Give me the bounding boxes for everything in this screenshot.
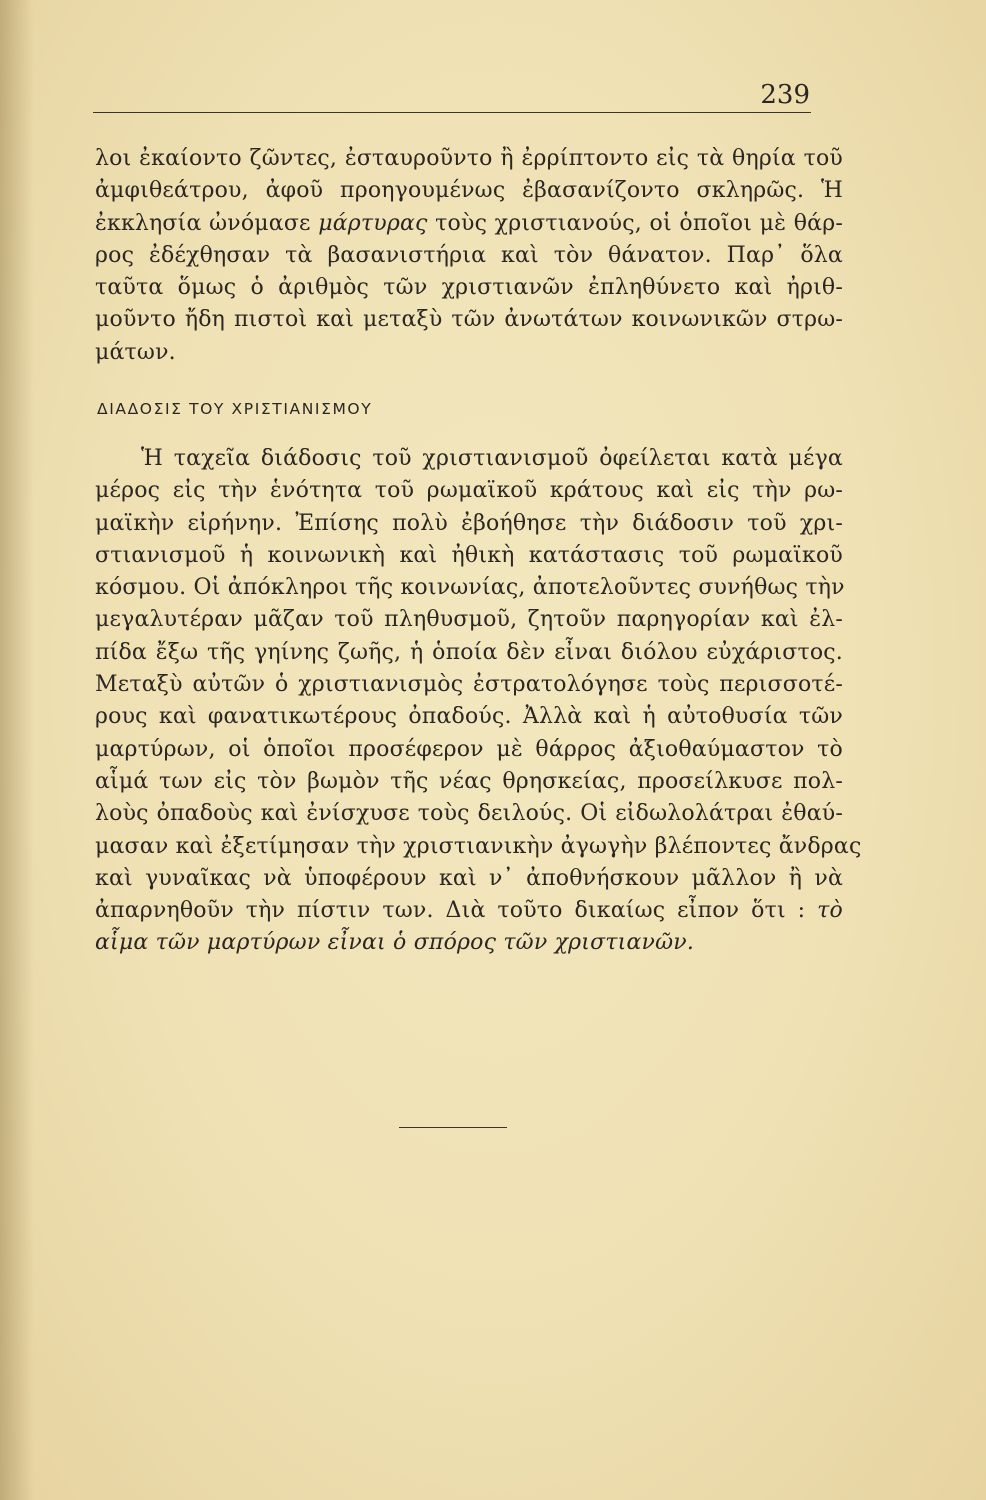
text-line: λοὺς ὀπαδοὺς καὶ ἐνίσχυσε τοὺς δειλούς. Οἱ εἰδωλολάτραι ἐθαύ- (95, 801, 843, 827)
text-line: στιανισμοῦ ἡ κοινωνικὴ καὶ ἠθικὴ κατάστασις τοῦ ρωμαϊκοῦ (95, 542, 843, 568)
text-run: τοὺς χριστιανούς, οἱ ὁποῖοι μὲ θάρ- (427, 210, 843, 236)
italic-quote-line: αἷμα τῶν μαρτύρων εἶναι ὁ σπόρος τῶν χριστιανῶν. (95, 930, 695, 956)
text-run: ἀπαρνηθοῦν τὴν πίστιν των. Διὰ τοῦτο δικαίως εἶπον ὅτι : (95, 898, 818, 924)
text-line: ταῦτα ὅμως ὁ ἀριθμὸς τῶν χριστιανῶν ἐπληθύνετο καὶ ἠριθ- (95, 275, 843, 301)
header-rule (93, 112, 811, 113)
text-line: κόσμου. Οἱ ἀπόκληροι τῆς κοινωνίας, ἀποτελοῦντες συνήθως τὴν (95, 575, 845, 601)
italic-term-martyras: μάρτυρας (318, 210, 428, 236)
text-line: καὶ γυναῖκας νὰ ὑποφέρουν καὶ ν᾿ ἀποθνήσκουν μᾶλλον ἢ νὰ (95, 865, 843, 891)
text-line: λοι ἐκαίοντο ζῶντες, ἐσταυροῦντο ἢ ἐρρίπτοντο εἰς τὰ θηρία τοῦ (95, 146, 843, 171)
text-line: πίδα ἔξω τῆς γηίνης ζωῆς, ἡ ὁποία δὲν εἶναι διόλου εὐχάριστος. (95, 639, 843, 665)
text-line: μάτων. (95, 339, 176, 365)
text-line: μέρος εἰς τὴν ἑνότητα τοῦ ρωμαϊκοῦ κράτους καὶ εἰς τὴν ρω- (95, 478, 843, 504)
section-heading: ΔΙΑΔΟΣΙΣ ΤΟΥ ΧΡΙΣΤΙΑΝΙΣΜΟΥ (97, 400, 373, 418)
text-line: μαρτύρων, οἱ ὁποῖοι προσέφερον μὲ θάρρος ἀξιοθαύμαστον τὸ (95, 736, 843, 762)
text-line: μοῦντο ἤδη πιστοὶ καὶ μεταξὺ τῶν ἀνωτάτων κοινωνικῶν στρω- (95, 307, 843, 333)
text-run: ἐκκλησία ὠνόμασε (95, 210, 319, 236)
text-line: αἷμά των εἰς τὸν βωμὸν τῆς νέας θρησκείας, προσείλκυσε πολ- (95, 768, 843, 794)
text-line: Ἡ ταχεῖα διάδοσις τοῦ χριστιανισμοῦ ὀφείλεται κατὰ μέγα (141, 446, 843, 471)
text-line: μεγαλυτέραν μᾶζαν τοῦ πληθυσμοῦ, ζητοῦν παρηγορίαν καὶ ἐλ- (95, 607, 843, 633)
text-line (95, 895, 843, 927)
closing-rule (399, 1127, 507, 1128)
text-line: ρος ἐδέχθησαν τὰ βασανιστήρια καὶ τὸν θάνατον. Παρ᾿ ὅλα (95, 242, 843, 268)
paragraph-2 (95, 443, 862, 960)
text-line: Μεταξὺ αὐτῶν ὁ χριστιανισμὸς ἐστρατολόγησε τοὺς περισσοτέ- (95, 672, 843, 698)
text-line: ἀμφιθεάτρου, ἀφοῦ προηγουμένως ἐβασανίζοντο σκληρῶς. Ἡ (95, 178, 843, 204)
italic-quote-start: τὸ (817, 898, 843, 924)
text-line: μαϊκὴν εἰρήνην. Ἐπίσης πολὺ ἐβοήθησε τὴν διάδοσιν τοῦ χρι- (95, 510, 843, 536)
text-line: μασαν καὶ ἐξετίμησαν τὴν χριστιανικὴν ἀγωγὴν βλέποντες ἄνδρας (95, 833, 862, 859)
page-number: 239 (760, 80, 810, 110)
text-line: ρους καὶ φανατικωτέρους ὀπαδούς. Ἀλλὰ καὶ ἡ αὐτοθυσία τῶν (95, 704, 843, 730)
text-line (95, 208, 843, 240)
spine-shadow (0, 0, 34, 1500)
paragraph-1 (95, 143, 843, 369)
